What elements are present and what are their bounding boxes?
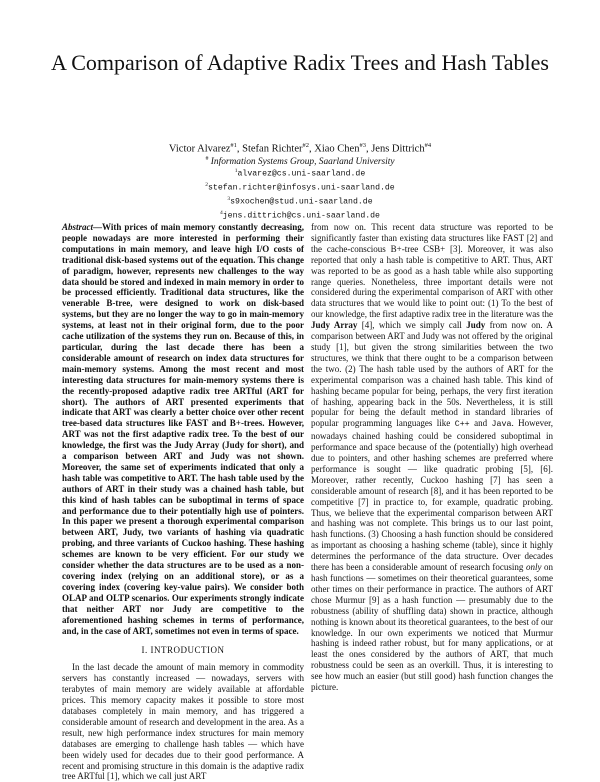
- author-mark: #4: [424, 142, 432, 149]
- bold-term: Judy Array: [311, 320, 358, 331]
- email-mark: 2: [205, 181, 209, 188]
- email-row: [40, 208, 560, 222]
- code-term: Java: [491, 420, 512, 430]
- email-mark: 4: [220, 209, 223, 216]
- email-row: [40, 194, 560, 208]
- left-column: [62, 222, 304, 782]
- body-text: from now on. A comparison between ART and Judy was not offered by the original study [1], but given the strong similarities between the two structures, we think that there ought to be a comparison between the two. (2) The hash table used by the authors of ART for the experimental comparison was a chained hash table. This kind of hashing became popular for being, perhaps, the very first iteration of hashing, appearing back in the 50s. Nevertheless, it is still popular for being the default method in standard libraries of popular programming languages like: [311, 320, 553, 429]
- emphasis-term: only: [525, 562, 542, 573]
- body-text: on hash functions — sometimes on their theoretical guarantees, some other times on their performance in practice. The authors of ART chose Murmur [9] as a hash function — presumably due to the robustness (ability of shuffling data) shown in practice, although nothing is known about its theoretical guarantees, to the best of our knowledge. In our own experiments we noticed that Murmur hashing is indeed rather robust, but for many applications, or at least the ones considered by the authors of ART, that much robustness could be seen as an overkill. Thus, it is interesting to see how much an easier (but still good) hash function changes the picture.: [311, 562, 553, 693]
- body-text: from now on. This recent data structure was reported to be significantly faster than existing data structures like FAST [2] and the cache-conscious B+-tree CSB+ [3]. Moreover, it was also reported that only a hash table is competitive to ART. Thus, ART was reported to be as good as a hash table while also supporting range queries. Nonetheless, three important details were not considered during the experimental comparison of ART with other data structures that we would like to point out: (1) To the best of our knowledge, the first adaptive radix tree in the literature was the: [311, 222, 553, 320]
- email-address: stefan.richter@infosys.uni-saarland.de: [208, 183, 395, 193]
- bold-term: Judy: [466, 320, 486, 331]
- body-text: and: [469, 418, 492, 429]
- author-name: Xiao Chen: [314, 143, 360, 155]
- email-address: jens.dittrich@cs.uni-saarland.de: [222, 211, 380, 221]
- abstract: [62, 222, 304, 636]
- body-text: . However, nowadays chained hashing could be considered suboptimal in performance and space because of the (potentially) high overhead due to pointers, and other hashing schemes are preferred where performance is sought — like quadratic probing [5], [6]. Moreover, rather recently, Cuckoo hashing [7] has seen a considerable amount of research [8], and it has been reported to be competitive [7] in practice to, for example, quadratic probing. Thus, we believe that the experimental comparison between ART and hashing was not complete. This brings us to our last point, hash functions. (3) Choosing a hash function should be considered as important as choosing a hashing scheme (table), since it highly determines the performance of the data structure. Over decades there has been a considerable amount of research focusing: [311, 418, 554, 573]
- abstract-text: —With prices of main memory constantly decreasing, people nowadays are more interested in performing their computations in main memory, and leave high I/O costs of traditional disk-based systems out of the equation. This change of paradigm, however, represents new challenges to the way data should be stored and indexed in main memory in order to be processed efficiently. Traditional data structures, like the venerable B-tree, were designed to work on disk-based systems, but they are no longer the way to go in main-memory systems, at least not in their original form, due to the poor cache utilization of the systems they run on. Because of this, in particular, during the last decade there has been a considerable amount of research on index data structures for main-memory systems. Among the most recent and most interesting data structures for main-memory systems there is the recently-proposed adaptive radix tree ARTful (ART for short). The authors of ART presented experiments that indicate that ART was clearly a better choice over other recent tree-based data structures like FAST and B+-trees. However, ART was not the first adaptive radix tree. To the best of our knowledge, the first was the Judy Array (Judy for short), and a comparison between ART and Judy was not shown. Moreover, the same set of experiments indicated that only a hash table was competitive to ART. The hash table used by the authors of ART in their study was a chained hash table, but this kind of hash tables can be suboptimal in terms of space and performance due to their potentially high use of pointers. In this paper we present a thorough experimental comparison between ART, Judy, two variants of hashing via quadratic probing, and three variants of Cuckoo hashing. These hashing schemes are known to be very efficient. For our study we consider whether the data structures are to be used as a non-covering index (relying on an additional store), or as a covering index (covering key-value pairs). We consider both OLAP and OLTP scenarios. Our experiments strongly indicate that neither ART nor Judy are competitive to the aforementioned hashing schemes in terms of performance, and, in the case of ART, sometimes not even in terms of space.: [62, 222, 304, 636]
- email-row: [40, 166, 560, 180]
- section-heading: I. INTRODUCTION: [141, 645, 225, 656]
- author-name: Victor Alvarez: [168, 143, 231, 155]
- abstract-label: Abstract: [62, 222, 94, 232]
- affiliation-text: Information Systems Group, Saarland University: [210, 157, 395, 168]
- paper-title: A Comparison of Adaptive Radix Trees and Hash Tables: [51, 50, 549, 75]
- code-term: C++: [454, 420, 470, 430]
- affiliation-mark: #: [205, 156, 209, 162]
- author-name: Jens Dittrich: [371, 143, 425, 155]
- author-list: Victor Alvarez$^{\#1}$, Stefan Richter$^{\#2}$, Xiao Chen$^{\#3}$, Jens Dittrich$^{\#4}$: [168, 142, 432, 155]
- body-text: [4], which we simply call: [357, 320, 467, 331]
- email-address: s9xochen@stud.uni-saarland.de: [230, 197, 373, 207]
- author-mark: #1: [230, 142, 237, 149]
- email-row: [40, 180, 560, 194]
- email-list: [40, 166, 560, 222]
- email-mark: 1: [234, 168, 238, 174]
- intro-paragraph: In the last decade the amount of main memory in commodity servers has constantly increased — nowadays, servers with terabytes of main memory are widely available at affordable prices. This memory capacity makes it possible to store most databases completely in main memory, and has triggered a considerable amount of research and development in the area. As a result, new high performance index structures for main memory databases are emerging to challenge hash tables — which have been widely used for decades due to their good performance. A recent and promising structure in this domain is the adaptive radix tree ARTful [1], which we call just ART: [62, 662, 304, 782]
- author-mark: #3: [359, 142, 366, 149]
- author-mark: #2: [302, 142, 309, 149]
- right-column: [311, 222, 553, 693]
- author-name: Stefan Richter: [242, 143, 303, 155]
- email-address: alvarez@cs.uni-saarland.de: [237, 169, 366, 179]
- email-mark: 3: [227, 195, 231, 202]
